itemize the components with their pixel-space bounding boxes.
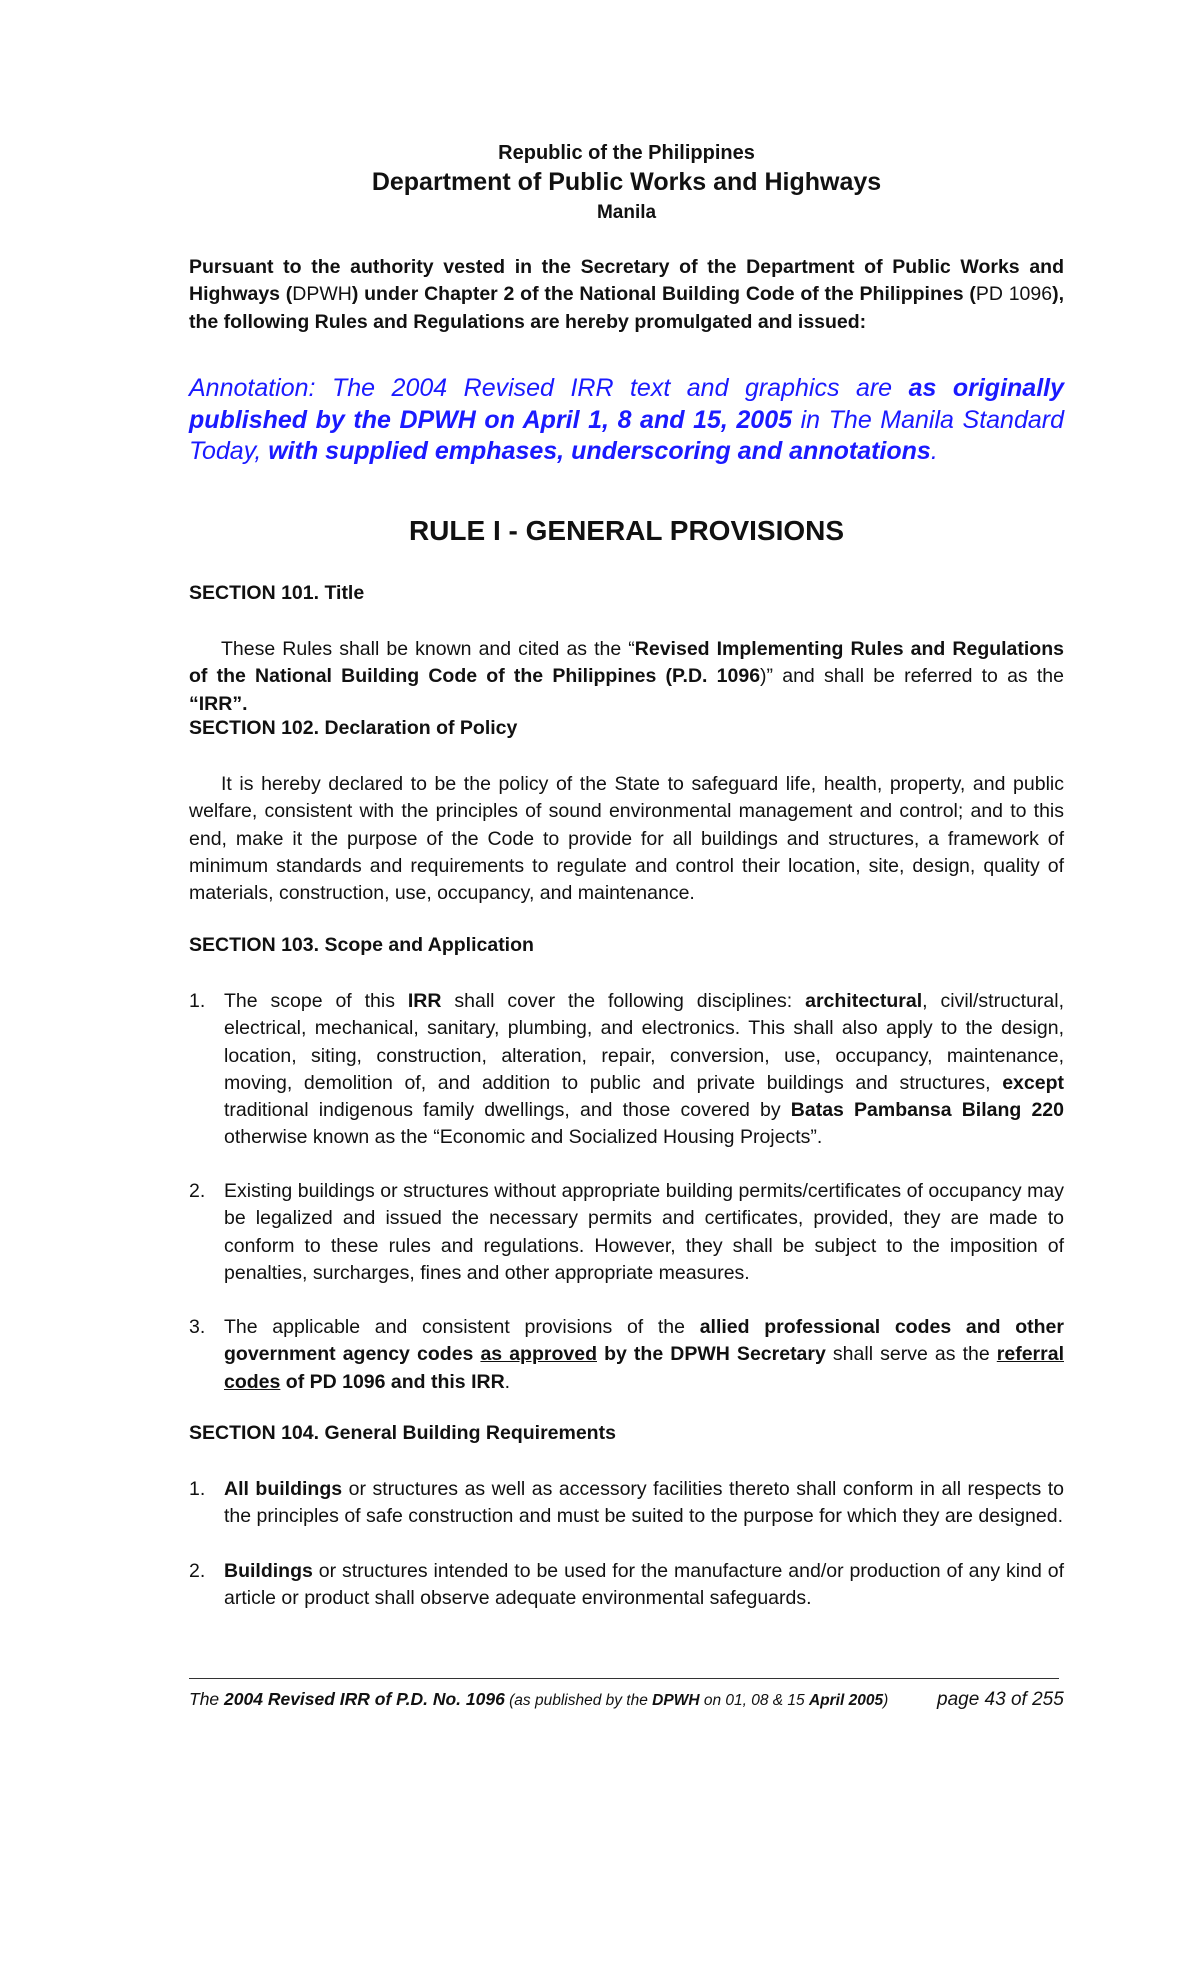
republic-heading: Republic of the Philippines	[498, 142, 755, 164]
section-104-heading: SECTION 104. General Building Requirements	[189, 1422, 616, 1444]
section-102-text: It is hereby declared to be the policy of the State to safeguard life, health, property, and public welfare, consistent with the principles of sound environmental management and control; and to this end, make it the purpose of the Code to provide for all buildings and structures, a framework of minimum standards and requirements to regulate and control their location, site, design, quality of materials, construction, use, occupancy, and maintenance.	[189, 773, 1064, 905]
city-heading: Manila	[596, 202, 657, 223]
section-103-item-3	[189, 1314, 1064, 1396]
item-text: All buildings or structures as well as accessory facilities thereto shall conform in all respects to the principles of safe construction and must be suited to the purpose for which they are designed.	[224, 1478, 1065, 1528]
item-number: 1.	[189, 1478, 206, 1500]
item-text: Existing buildings or structures without appropriate building permits/certificates of occupancy may be legalized and issued the necessary permits and certificates, provided, they are made to conform to these rules and regulations. However, they shall be subject to the imposition of penalties, surcharges, fines and other appropriate measures.	[224, 1180, 1064, 1284]
page-number: page 43 of 255	[937, 1689, 1064, 1710]
item-number: 2.	[189, 1180, 206, 1202]
section-102-heading: SECTION 102. Declaration of Policy	[189, 717, 518, 739]
section-104-item-2	[189, 1558, 1064, 1613]
item-text: The scope of this IRR shall cover the following disciplines: architectural, civil/structural, electrical, mechanical, sanitary, plumbing, and electronics. This shall also apply to the design, location, siting, construction, alteration, repair, conversion, use, occupancy, maintenance, moving, demolition of, and addition to public and private buildings and structures, except traditional indigenous family dwellings, and those covered by Batas Pambansa Bilang 220 otherwise known as the “Economic and Socialized Housing Projects”.	[224, 990, 1065, 1149]
pursuant-paragraph: Pursuant to the authority vested in the Secretary of the Department of Public Works and Highways (DPWH) under Chapter 2 of the National Building Code of the Philippines (PD 1096), the following Rules and Regulations are hereby promulgated and issued:	[189, 256, 1065, 333]
department-heading: Department of Public Works and Highways	[371, 168, 882, 196]
annotation-paragraph: Annotation: The 2004 Revised IRR text and graphics are as originally published by the DPWH on April 1, 8 and 15, 2005 in The Manila Standard Today, with supplied emphases, underscoring and annotations.	[189, 374, 1064, 465]
item-number: 1.	[189, 990, 206, 1012]
section-104-item-1	[189, 1476, 1064, 1531]
section-103-heading: SECTION 103. Scope and Application	[189, 934, 534, 956]
section-103-item-2	[189, 1178, 1064, 1287]
rule-title: RULE I - GENERAL PROVISIONS	[408, 515, 845, 546]
item-number: 2.	[189, 1560, 206, 1582]
section-103-item-1	[189, 988, 1064, 1152]
section-101-heading: SECTION 101. Title	[189, 582, 365, 604]
page-footer: The 2004 Revised IRR of P.D. No. 1096 (as published by the DPWH on 01, 08 & 15 April 2005) page 43 of 255	[189, 1689, 1064, 1710]
footer-divider	[189, 1678, 1059, 1679]
item-text: Buildings or structures intended to be used for the manufacture and/or production of any kind of article or product shall observe adequate environmental safeguards.	[224, 1560, 1064, 1610]
item-number: 3.	[189, 1316, 206, 1338]
item-text: The applicable and consistent provisions of the allied professional codes and other government agency codes as approved by the DPWH Secretary shall serve as the referral codes of PD 1096 and this IRR.	[224, 1316, 1064, 1393]
section-101-text: These Rules shall be known and cited as the “Revised Implementing Rules and Regulations of the National Building Code of the Philippines (P.D. 1096)” and shall be referred to as the “IRR”.	[189, 638, 1064, 715]
